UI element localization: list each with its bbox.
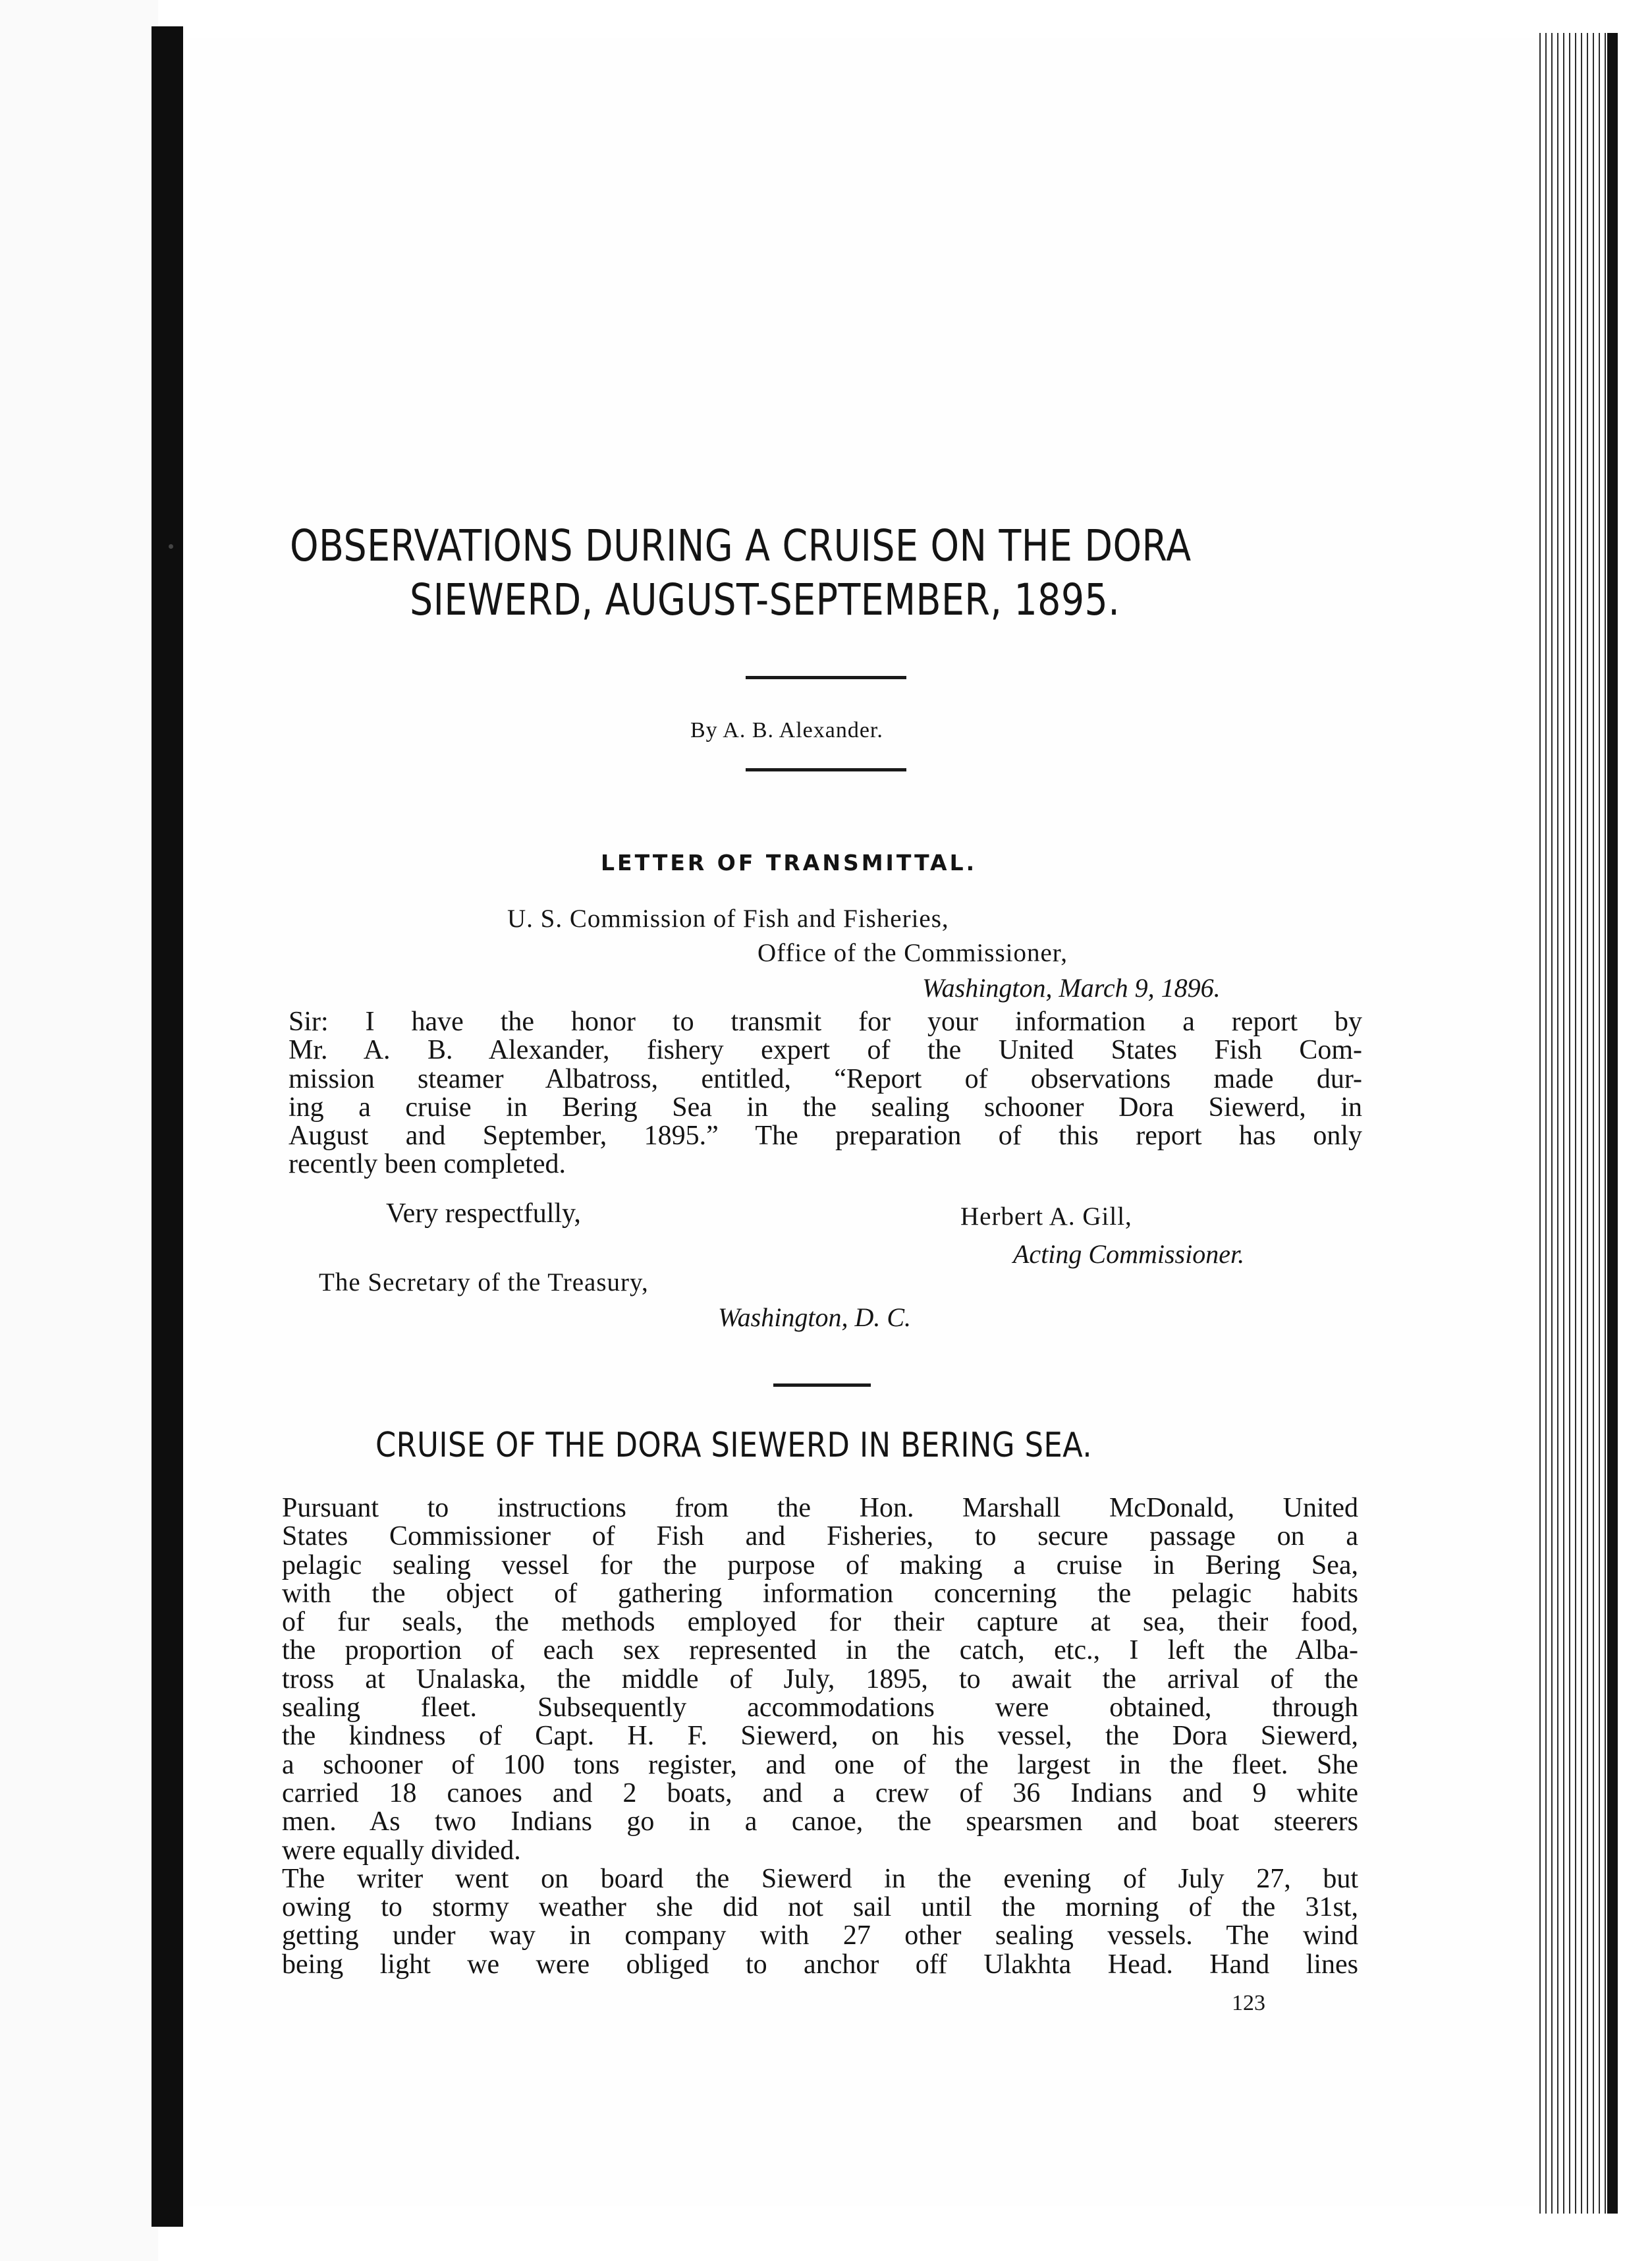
title-rule (746, 676, 906, 679)
section-line: pelagic sealing vessel for the purpose of making a cruise in Bering Sea, (282, 1549, 1358, 1580)
byline-rule (746, 768, 906, 771)
section-line: carried 18 canoes and 2 boats, and a crew of 36 Indians and 9 white (282, 1777, 1358, 1808)
page-edges (1535, 33, 1614, 2214)
section-line: Pursuant to instructions from the Hon. Marshall McDonald, United (282, 1493, 1358, 1523)
section-heading: CRUISE OF THE DORA SIEWERD IN BERING SEA. (375, 1426, 1093, 1465)
letter-addressee: The Secretary of the Treasury, (319, 1268, 649, 1297)
section-line: sealing fleet. Subsequently accommodations were obtained, through (282, 1692, 1358, 1723)
letter-closing: Very respectfully, (386, 1198, 581, 1229)
letter-signer-name: Herbert A. Gill, (960, 1202, 1132, 1231)
section-body (282, 1494, 1358, 1979)
letter-line: recently been completed. (289, 1149, 566, 1180)
letter-signer-title: Acting Commissioner. (1013, 1239, 1245, 1269)
section-line: getting under way in company with 27 other sealing vessels. The wind (282, 1920, 1358, 1951)
facing-page (0, 0, 158, 2261)
section-line: owing to stormy weather she did not sail until the morning of the 31st, (282, 1892, 1358, 1923)
section-line: were equally divided. (282, 1835, 521, 1866)
letter-addressee-location: Washington, D. C. (718, 1302, 912, 1332)
book-cover-edge (1607, 33, 1618, 2214)
byline: By A. B. Alexander. (690, 718, 883, 742)
scan-dot (169, 544, 173, 549)
section-line: a schooner of 100 tons register, and one of the largest in the fleet. She (282, 1749, 1358, 1780)
book-gutter (151, 26, 183, 2227)
letter-body (289, 1008, 1362, 1179)
letter-line: Mr. A. B. Alexander, fishery expert of the United States Fish Com- (289, 1035, 1362, 1066)
letter-heading: LETTER OF TRANSMITTAL. (601, 850, 977, 876)
section-line: the kindness of Capt. H. F. Siewerd, on his vessel, the Dora Siewerd, (282, 1721, 1358, 1752)
letter-line: August and September, 1895.” The preparation of this report has only (289, 1121, 1362, 1152)
section-line: with the object of gathering information concerning the pelagic habits (282, 1578, 1358, 1609)
section-line: The writer went on board the Siewerd in the evening of July 27, but (282, 1863, 1358, 1894)
article-title-line-2: SIEWERD, AUGUST-SEPTEMBER, 1895. (410, 574, 1120, 625)
page-number: 123 (1232, 1991, 1265, 2015)
letter-line: ing a cruise in Bering Sea in the sealing schooner Dora Siewerd, in (289, 1092, 1362, 1123)
section-rule (773, 1383, 871, 1387)
section-line: men. As two Indians go in a canoe, the spearsmen and boat steerers (282, 1806, 1358, 1837)
letter-line: mission steamer Albatross, entitled, “Report of observations made dur- (289, 1063, 1362, 1094)
letter-line: Sir: I have the honor to transmit for your information a report by (289, 1007, 1362, 1037)
letter-org-line-1: U. S. Commission of Fish and Fisheries, (507, 905, 949, 933)
scan-background (1618, 0, 1652, 2261)
article-title-line-1: OBSERVATIONS DURING A CRUISE ON THE DORA (290, 520, 1192, 571)
section-line: States Commissioner of Fish and Fisheries, to secure passage on a (282, 1521, 1358, 1552)
section-line: tross at Unalaska, the middle of July, 1895, to await the arrival of the (282, 1663, 1358, 1694)
section-line: being light we were obliged to anchor off Ulakhta Head. Hand lines (282, 1949, 1358, 1980)
letter-org-line-2: Office of the Commissioner, (757, 939, 1068, 967)
section-line: of fur seals, the methods employed for their capture at sea, their food, (282, 1607, 1358, 1638)
section-line: the proportion of each sex represented in the catch, etc., I left the Alba- (282, 1635, 1358, 1666)
letter-dateline: Washington, March 9, 1896. (922, 973, 1221, 1003)
